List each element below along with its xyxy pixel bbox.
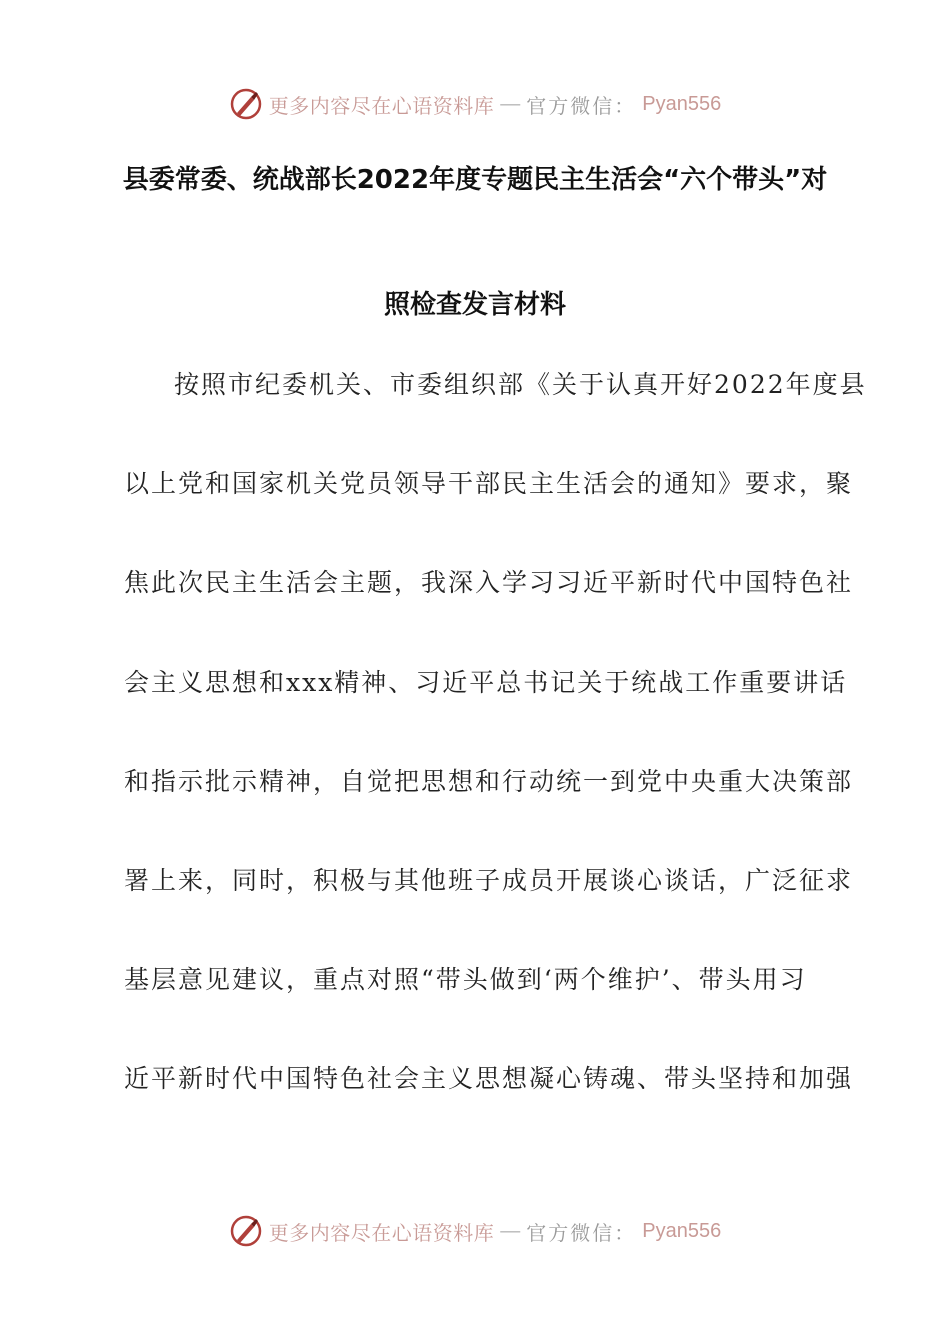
watermark-id: Pyan556 bbox=[642, 1219, 722, 1242]
body-line-2: 以上党和国家机关党员领导干部民主生活会的通知》要求，聚 bbox=[124, 469, 854, 498]
body-line-6: 署上来，同时，积极与其他班子成员开展谈心谈话，广泛征求 bbox=[124, 866, 854, 895]
watermark-text: 更多内容尽在心语资料库 bbox=[268, 1220, 495, 1245]
header-watermark bbox=[0, 84, 950, 124]
body-line-5: 和指示批示精神，自觉把思想和行动统一到党中央重大决策部 bbox=[124, 767, 854, 796]
body-line-3: 焦此次民主生活会主题，我深入学习习近平新时代中国特色社 bbox=[124, 568, 854, 597]
watermark-id: Pyan556 bbox=[642, 92, 722, 115]
watermark-separator: — bbox=[500, 1219, 521, 1242]
watermark-separator: — bbox=[500, 92, 521, 115]
body-line-4: 会主义思想和xxx精神、习近平总书记关于统战工作重要讲话 bbox=[124, 668, 848, 697]
document-title-line-1: 县委常委、统战部长2022年度专题民主生活会“六个带头”对 bbox=[122, 165, 828, 195]
body-line-8: 近平新时代中国特色社会主义思想凝心铸魂、带头坚持和加强 bbox=[124, 1064, 854, 1093]
pen-logo-icon bbox=[229, 1214, 263, 1248]
watermark-sub: 官方微信： bbox=[526, 93, 637, 118]
body-line-7: 基层意见建议，重点对照“带头做到‘两个维护’、带头用习 bbox=[124, 965, 807, 994]
pen-logo-icon bbox=[229, 87, 263, 121]
footer-watermark bbox=[0, 1211, 950, 1251]
document-title-line-2: 照检查发言材料 bbox=[383, 290, 566, 320]
watermark-text: 更多内容尽在心语资料库 bbox=[268, 93, 495, 118]
watermark-sub: 官方微信： bbox=[526, 1220, 637, 1245]
body-line-1: 按照市纪委机关、市委组织部《关于认真开好2022年度县 bbox=[174, 370, 867, 399]
